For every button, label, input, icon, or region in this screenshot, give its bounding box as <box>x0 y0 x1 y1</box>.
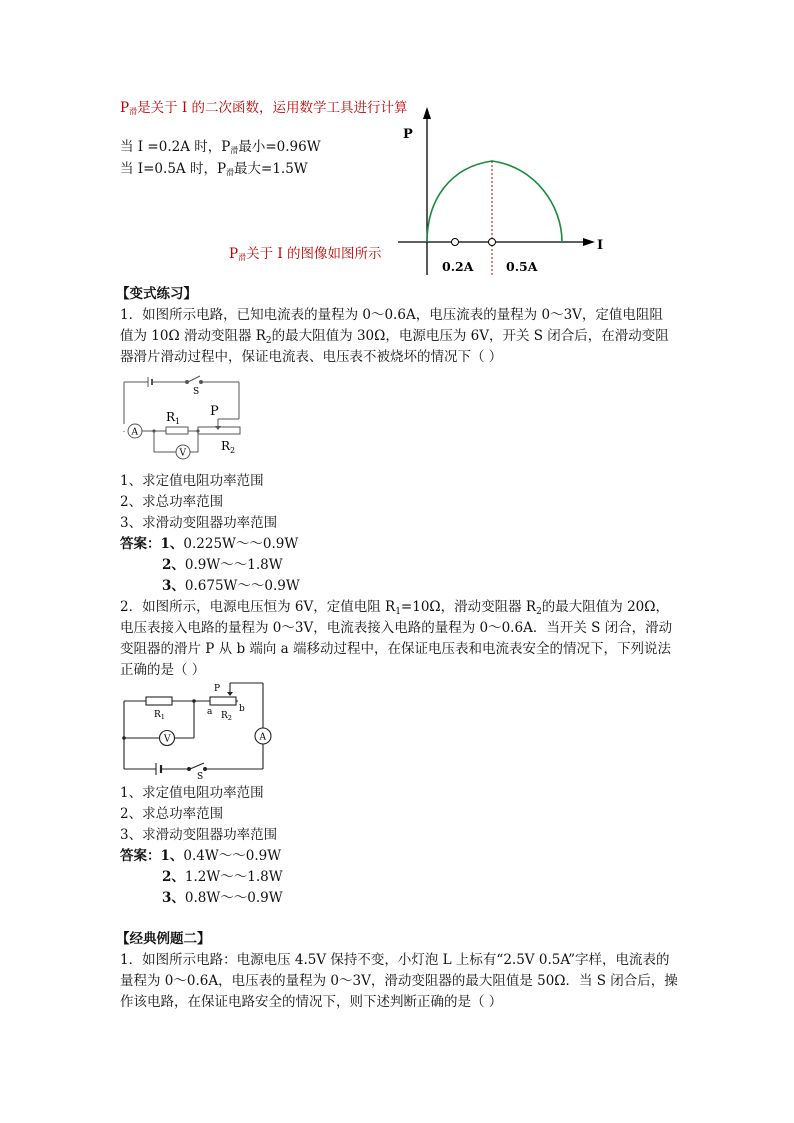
x-axis-label: I <box>597 238 604 253</box>
q2-switch-blade <box>190 763 204 769</box>
q1-task-2: 2、求总功率范围 <box>120 494 224 510</box>
power-curve <box>427 161 562 242</box>
q2-p-label: P <box>214 684 221 694</box>
q1-answer-3: 3、0.675W～～0.9W <box>162 578 300 594</box>
r1-resistor <box>166 427 188 434</box>
variant-practice-heading: 【变式练习】 <box>116 286 197 302</box>
classic-two-line-2: 量程为 0～0.6A，电压表的量程为 0～3V，滑动变阻器的最大阻值是 50Ω．当 S 闭合后，操 <box>120 973 678 989</box>
q1-r1-label: $R_1$ <box>166 410 181 426</box>
q2-r1-label: $R_1$ <box>154 710 165 721</box>
classic-two-line-3: 作该电路，在保证电路安全的情况下，则下述判断正确的是（ ） <box>120 994 503 1010</box>
q2-b-label: b <box>239 704 245 714</box>
q2-ammeter-label: A <box>259 732 266 743</box>
x-axis-arrow <box>583 238 595 246</box>
q1-answer-1: 答案：1、0.225W～～0.9W <box>120 536 299 552</box>
q1-p-label: P <box>210 404 219 419</box>
q2-answer-1: 答案：1、0.4W～～0.9W <box>120 848 282 864</box>
q2-r1-resistor <box>146 697 172 705</box>
classic-two-line-1: 1．如图所示电路：电源电压 4.5V 保持不变，小灯泡 L 上标有“2.5V 0.5A”字样，电流表的 <box>120 952 670 968</box>
q2-answer-2: 2、1.2W～～1.8W <box>162 869 283 885</box>
q2-task-3: 3、求滑动变阻器功率范围 <box>120 827 278 843</box>
y-axis-arrow <box>423 107 431 119</box>
y-axis-label: P <box>403 127 413 142</box>
q2-task-1: 1、求定值电阻功率范围 <box>120 785 264 801</box>
q2-circuit-diagram <box>118 680 268 780</box>
q2-answer-3: 3、0.8W～～0.9W <box>162 890 283 906</box>
p-slide-quadratic-line: $P_滑$是关于 I 的二次函数，运用数学工具进行计算 <box>120 100 408 116</box>
q2-voltmeter-label: V <box>164 734 171 745</box>
q2-line-3: 变阻器的滑片 P 从 b 端向 a 端移动过程中，在保证电压表和电流表安全的情况下，下列说法 <box>120 641 672 657</box>
q1-task-1: 1、求定值电阻功率范围 <box>120 473 264 489</box>
q1-task-3: 3、求滑动变阻器功率范围 <box>120 515 278 531</box>
q1-circuit-diagram <box>118 372 248 467</box>
q1-line-2: 值为 10Ω 滑动变阻器 $R_2$的最大阻值为 30Ω，电源电压为 6V，开关 S 闭合后，在滑动变阻 <box>120 328 669 346</box>
q1-line-3: 器滑片滑动过程中，保证电流表、电压表不被烧坏的情况下（ ） <box>120 349 503 365</box>
q2-line-1: 2．如图所示，电源电压恒为 6V，定值电阻 $R_1=10\Omega$，滑动变阻器 $R_2$的最大阻值为 20Ω， <box>120 599 669 617</box>
slider-arrow <box>215 426 221 430</box>
q2-a-label: a <box>207 707 213 717</box>
q2-slider-arrow <box>227 692 233 696</box>
q1-voltmeter-label: V <box>179 448 186 459</box>
q1-switch-label: S <box>193 387 200 397</box>
switch-blade <box>188 376 200 382</box>
point-0.5A <box>489 239 496 246</box>
power-current-graph <box>390 105 620 280</box>
q2-line-2: 电压表接入电路的量程为 0～3V，电流表接入电路的量程为 0～0.6A．当开关 S 闭合，滑动 <box>120 620 673 636</box>
q2-r2-label: $R_2$ <box>221 711 232 722</box>
q2-r2-resistor <box>210 697 236 705</box>
q2-line-4: 正确的是（ ） <box>120 662 206 678</box>
tick-0.2A: 0.2A <box>442 259 474 274</box>
p-min-line: 当 I =0.2A 时，$P_滑$最小=0.96W <box>120 139 321 155</box>
graph-caption: $P_滑$关于 I 的图像如图所示 <box>229 246 382 262</box>
p-max-line: 当 I=0.5A 时，$P_滑$最大=1.5W <box>120 161 308 177</box>
q1-ammeter-label: A <box>131 427 138 438</box>
q1-r2-label: $R_2$ <box>221 439 236 455</box>
q2-switch-label: S <box>197 772 204 782</box>
classic-two-heading: 【经典例题二】 <box>116 931 211 947</box>
q1-line-1: 1．如图所示电路，已知电流表的量程为 0～0.6A，电压流表的量程为 0～3V，定值电阻阻 <box>120 307 663 323</box>
point-0.2A <box>452 239 459 246</box>
q1-answer-2: 2、0.9W～～1.8W <box>162 557 283 573</box>
tick-0.5A: 0.5A <box>506 259 538 274</box>
q2-task-2: 2、求总功率范围 <box>120 806 224 822</box>
